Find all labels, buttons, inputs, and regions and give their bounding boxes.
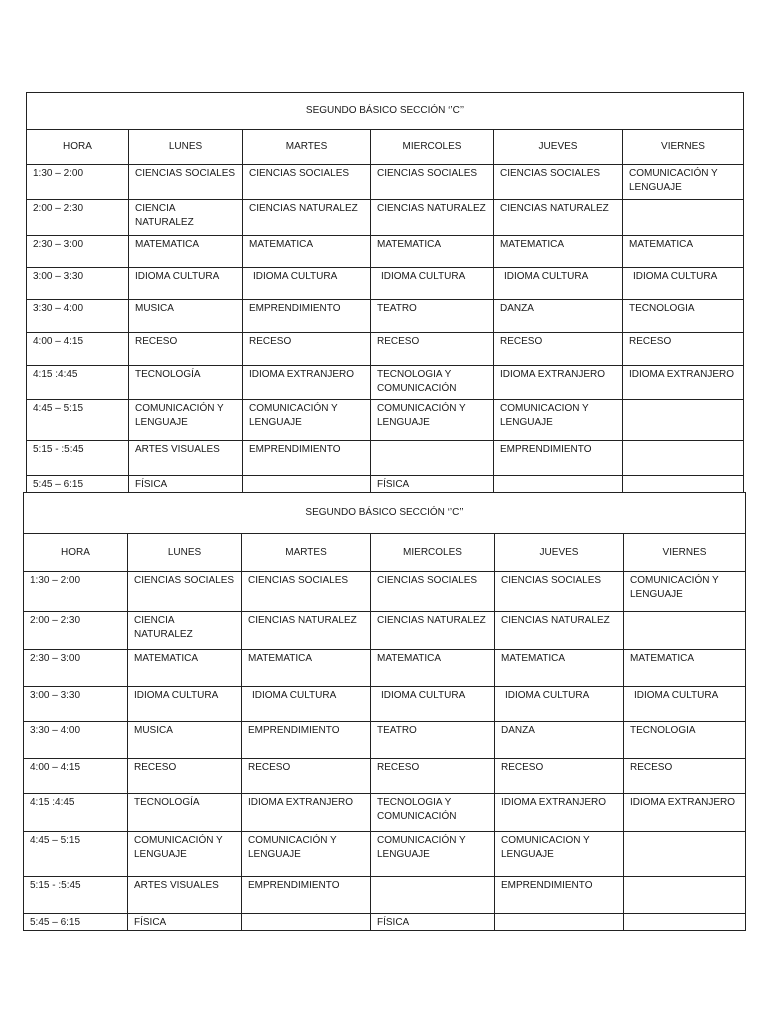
table-row xyxy=(24,612,746,650)
class-cell: TECNOLOGÍA xyxy=(134,797,200,808)
class-cell: IDIOMA EXTRANJERO xyxy=(500,369,606,380)
class-cell: MUSICA xyxy=(134,725,173,736)
class-cell xyxy=(623,400,743,402)
class-cell: CIENCIA NATURALEZ xyxy=(134,615,193,640)
time-cell: 5:15 - :5:45 xyxy=(30,880,81,891)
class-cell: COMUNICACIÓN Y LENGUAJE xyxy=(630,575,719,600)
schedule-title: SEGUNDO BÁSICO SECCIÓN ‘’C’’ xyxy=(24,493,746,534)
time-cell: 5:15 - :5:45 xyxy=(33,444,84,455)
class-cell: EMPRENDIMIENTO xyxy=(248,725,340,736)
class-cell: COMUNICACIÓN Y LENGUAJE xyxy=(629,168,718,193)
table-row xyxy=(24,877,746,914)
time-cell: 2:00 – 2:30 xyxy=(33,203,84,214)
class-cell: MATEMATICA xyxy=(629,239,694,250)
header-hora: HORA xyxy=(24,534,128,572)
class-cell: CIENCIAS SOCIALES xyxy=(248,575,349,586)
class-cell: MATEMATICA xyxy=(135,239,200,250)
class-cell xyxy=(624,914,745,916)
table-row xyxy=(24,794,746,832)
class-cell: TEATRO xyxy=(377,303,417,314)
class-cell: COMUNICACION Y LENGUAJE xyxy=(501,835,590,860)
class-cell: RECESO xyxy=(630,762,673,773)
class-cell xyxy=(624,832,745,834)
class-cell: ARTES VISUALES xyxy=(134,880,219,891)
table-row xyxy=(24,914,746,931)
class-cell: RECESO xyxy=(501,762,544,773)
class-cell: CIENCIAS SOCIALES xyxy=(500,168,601,179)
table-row xyxy=(27,236,744,268)
class-cell: FÍSICA xyxy=(377,479,410,490)
table-row xyxy=(27,441,744,476)
schedule-table-1 xyxy=(26,92,744,493)
class-cell: EMPRENDIMIENTO xyxy=(249,303,341,314)
class-cell xyxy=(243,476,370,478)
time-cell: 3:30 – 4:00 xyxy=(33,303,84,314)
time-cell: 5:45 – 6:15 xyxy=(30,917,81,928)
class-cell: IDIOMA CULTURA xyxy=(381,271,466,282)
class-cell: RECESO xyxy=(135,336,178,347)
table-row xyxy=(27,165,744,200)
table-row xyxy=(24,650,746,687)
class-cell: IDIOMA CULTURA xyxy=(381,690,466,701)
header-jueves: JUEVES xyxy=(494,130,623,165)
header-martes: MARTES xyxy=(243,130,371,165)
class-cell: RECESO xyxy=(629,336,672,347)
class-cell: MATEMATICA xyxy=(134,653,199,664)
class-cell: RECESO xyxy=(248,762,291,773)
class-cell: CIENCIAS SOCIALES xyxy=(377,168,478,179)
class-cell xyxy=(494,476,622,478)
class-cell: MATEMATICA xyxy=(248,653,313,664)
time-cell: 4:00 – 4:15 xyxy=(33,336,84,347)
class-cell: TECNOLOGIA Y COMUNICACIÓN xyxy=(377,369,457,394)
class-cell: TECNOLOGÍA xyxy=(135,369,201,380)
class-cell: FÍSICA xyxy=(377,917,410,928)
class-cell: CIENCIAS SOCIALES xyxy=(134,575,235,586)
time-cell: 3:00 – 3:30 xyxy=(33,271,84,282)
class-cell: COMUNICACIÓN Y LENGUAJE xyxy=(377,403,466,428)
time-cell: 4:00 – 4:15 xyxy=(30,762,81,773)
class-cell: MATEMATICA xyxy=(501,653,566,664)
time-cell: 2:30 – 3:00 xyxy=(30,653,81,664)
schedule-table-2 xyxy=(23,492,746,931)
class-cell: IDIOMA CULTURA xyxy=(253,271,338,282)
class-cell xyxy=(623,476,743,478)
class-cell: COMUNICACIÓN Y LENGUAJE xyxy=(377,835,466,860)
header-miercoles: MIERCOLES xyxy=(371,534,495,572)
time-cell: 2:30 – 3:00 xyxy=(33,239,84,250)
class-cell: IDIOMA EXTRANJERO xyxy=(248,797,354,808)
class-cell: RECESO xyxy=(134,762,177,773)
class-cell: EMPRENDIMIENTO xyxy=(501,880,593,891)
class-cell: RECESO xyxy=(377,762,420,773)
time-cell: 2:00 – 2:30 xyxy=(30,615,81,626)
class-cell: ARTES VISUALES xyxy=(135,444,220,455)
class-cell: CIENCIAS NATURALEZ xyxy=(377,203,486,214)
class-cell: CIENCIAS NATURALEZ xyxy=(501,615,610,626)
class-cell: MUSICA xyxy=(135,303,174,314)
time-cell: 4:15 :4:45 xyxy=(33,369,78,380)
class-cell: IDIOMA EXTRANJERO xyxy=(249,369,355,380)
class-cell: IDIOMA CULTURA xyxy=(135,271,220,282)
class-cell xyxy=(624,612,745,614)
class-cell: COMUNICACIÓN Y LENGUAJE xyxy=(134,835,223,860)
class-cell: EMPRENDIMIENTO xyxy=(500,444,592,455)
class-cell: MATEMATICA xyxy=(249,239,314,250)
header-viernes: VIERNES xyxy=(624,534,746,572)
class-cell xyxy=(624,877,745,879)
header-hora: HORA xyxy=(27,130,129,165)
class-cell: CIENCIAS SOCIALES xyxy=(501,575,602,586)
class-cell: CIENCIA NATURALEZ xyxy=(135,203,194,228)
class-cell: COMUNICACION Y LENGUAJE xyxy=(500,403,589,428)
class-cell: CIENCIAS SOCIALES xyxy=(135,168,236,179)
class-cell: COMUNICACIÓN Y LENGUAJE xyxy=(135,403,224,428)
table-row xyxy=(24,572,746,612)
time-cell: 5:45 – 6:15 xyxy=(33,479,84,490)
class-cell xyxy=(371,877,494,879)
table-row xyxy=(27,476,744,493)
class-cell: MATEMATICA xyxy=(630,653,695,664)
table-row xyxy=(24,687,746,722)
time-cell: 3:30 – 4:00 xyxy=(30,725,81,736)
class-cell: FÍSICA xyxy=(134,917,167,928)
table-row xyxy=(27,268,744,300)
table-row xyxy=(24,722,746,759)
class-cell xyxy=(623,200,743,202)
header-viernes: VIERNES xyxy=(623,130,744,165)
class-cell: TEATRO xyxy=(377,725,417,736)
class-cell: RECESO xyxy=(377,336,420,347)
class-cell: IDIOMA EXTRANJERO xyxy=(629,369,735,380)
class-cell: EMPRENDIMIENTO xyxy=(248,880,340,891)
table-row xyxy=(27,200,744,236)
class-cell: DANZA xyxy=(500,303,534,314)
table-row xyxy=(24,832,746,877)
table-row xyxy=(27,400,744,441)
class-cell: CIENCIAS NATURALEZ xyxy=(377,615,486,626)
class-cell: IDIOMA EXTRANJERO xyxy=(501,797,607,808)
class-cell: IDIOMA CULTURA xyxy=(505,690,590,701)
class-cell: MATEMATICA xyxy=(377,239,442,250)
class-cell: IDIOMA CULTURA xyxy=(134,690,219,701)
table-row xyxy=(27,333,744,366)
time-cell: 4:45 – 5:15 xyxy=(33,403,84,414)
header-lunes: LUNES xyxy=(129,130,243,165)
class-cell: RECESO xyxy=(500,336,543,347)
class-cell: FÍSICA xyxy=(135,479,168,490)
time-cell: 4:45 – 5:15 xyxy=(30,835,81,846)
class-cell: CIENCIAS SOCIALES xyxy=(249,168,350,179)
table-row xyxy=(24,759,746,794)
time-cell: 1:30 – 2:00 xyxy=(30,575,81,586)
class-cell xyxy=(495,914,623,916)
class-cell: COMUNICACIÓN Y LENGUAJE xyxy=(248,835,337,860)
header-jueves: JUEVES xyxy=(495,534,624,572)
header-lunes: LUNES xyxy=(128,534,242,572)
class-cell: COMUNICACIÓN Y LENGUAJE xyxy=(249,403,338,428)
header-miercoles: MIERCOLES xyxy=(371,130,494,165)
time-cell: 4:15 :4:45 xyxy=(30,797,75,808)
class-cell: TECNOLOGIA xyxy=(630,725,696,736)
class-cell: TECNOLOGIA xyxy=(629,303,695,314)
class-cell: IDIOMA CULTURA xyxy=(252,690,337,701)
class-cell: TECNOLOGIA Y COMUNICACIÓN xyxy=(377,797,457,822)
class-cell: IDIOMA EXTRANJERO xyxy=(630,797,736,808)
class-cell: CIENCIAS NATURALEZ xyxy=(500,203,609,214)
class-cell: CIENCIAS NATURALEZ xyxy=(249,203,358,214)
class-cell xyxy=(371,441,493,443)
header-martes: MARTES xyxy=(242,534,371,572)
table-row xyxy=(27,366,744,400)
class-cell: EMPRENDIMIENTO xyxy=(249,444,341,455)
class-cell: RECESO xyxy=(249,336,292,347)
class-cell: CIENCIAS SOCIALES xyxy=(377,575,478,586)
class-cell: MATEMATICA xyxy=(377,653,442,664)
class-cell: IDIOMA CULTURA xyxy=(633,271,718,282)
table-row xyxy=(27,300,744,333)
class-cell: CIENCIAS NATURALEZ xyxy=(248,615,357,626)
class-cell xyxy=(242,914,370,916)
time-cell: 1:30 – 2:00 xyxy=(33,168,84,179)
class-cell xyxy=(623,441,743,443)
schedule-title: SEGUNDO BÁSICO SECCIÓN ‘’C’’ xyxy=(27,93,744,130)
class-cell: IDIOMA CULTURA xyxy=(634,690,719,701)
class-cell: IDIOMA CULTURA xyxy=(504,271,589,282)
class-cell: MATEMATICA xyxy=(500,239,565,250)
class-cell: DANZA xyxy=(501,725,535,736)
time-cell: 3:00 – 3:30 xyxy=(30,690,81,701)
